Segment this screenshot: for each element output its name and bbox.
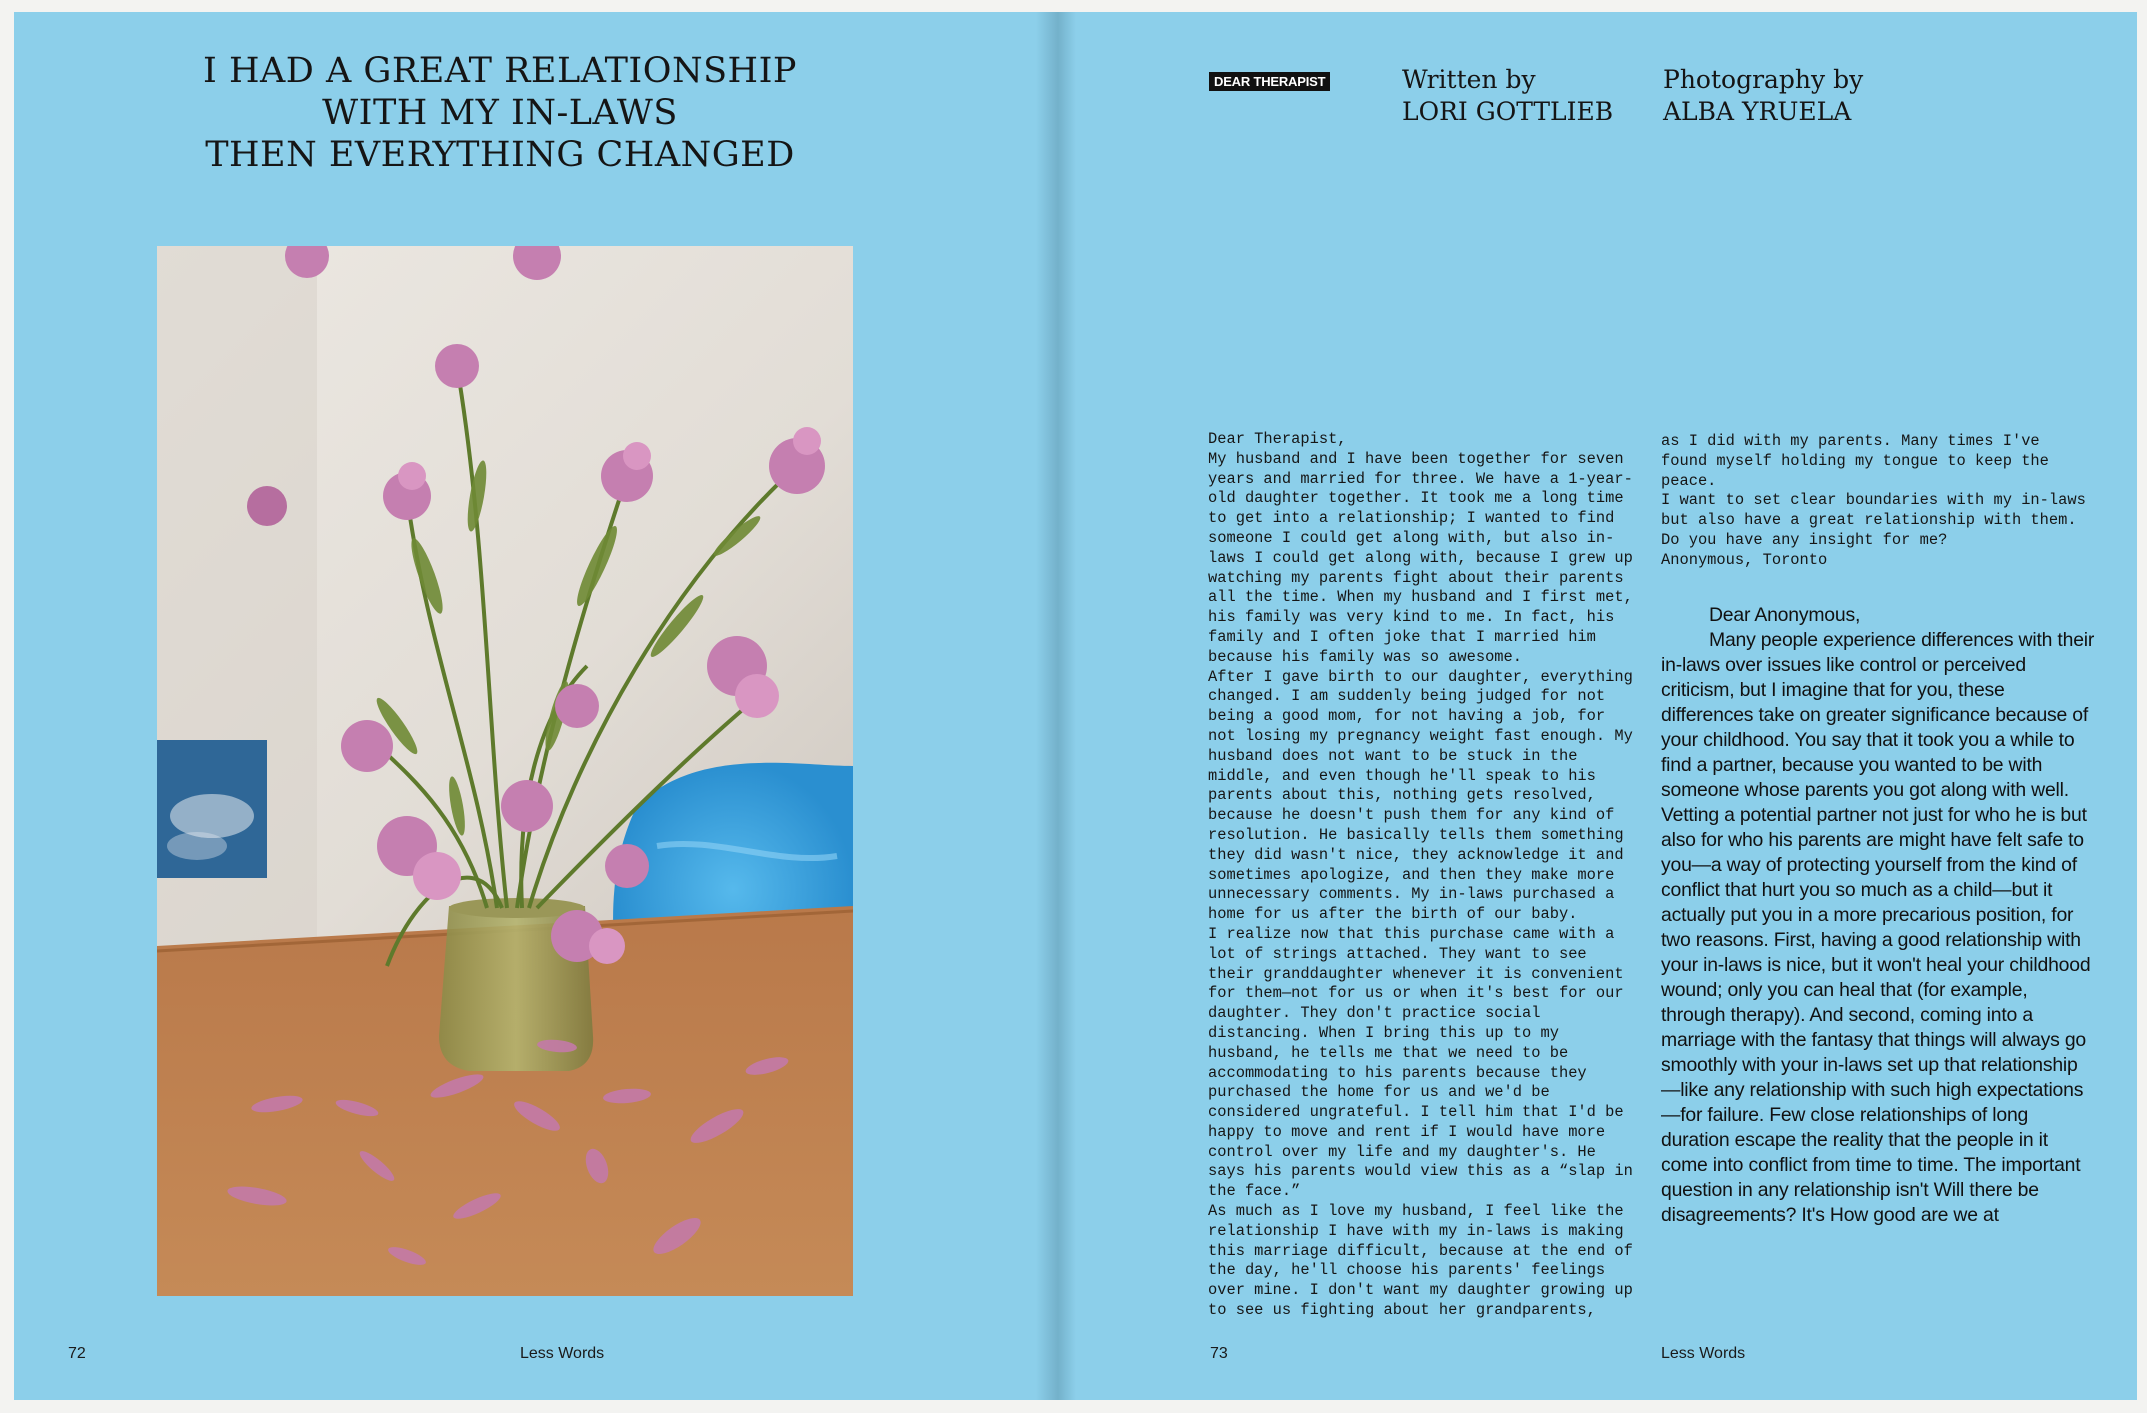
letter-paragraph: Dear Therapist,	[1208, 430, 1347, 448]
letter-paragraph: I want to set clear boundaries with my in-laws but also have a great relationship with them.	[1661, 491, 2086, 530]
letter-paragraph: As much as I love my husband, I feel like the relationship I have with my in-laws is making this marriage difficult, because at the end of the day, he'll choose his parents' feelings over mine. I don't want my daughter growing up to see us fighting about her grandparents,	[1208, 1202, 1633, 1320]
article-title	[160, 50, 840, 176]
photographer-credit	[1663, 64, 1863, 128]
letter-paragraph: I realize now that this purchase came with a lot of strings attached. They want to see their granddaughter whenever it is convenient for them—not for us or when it's best for our daughter. They don't practice social distancing. When I bring this up to my husband, he tells me that we need to be accommodating to his parents because they purchased the home for us and we'd be considered ungrateful. I tell him that I'd be happy to move and rent if I would have more control over my life and my daughter's. He says his parents would view this as a “slap in the face.”	[1208, 924, 1633, 1201]
flower-vase-photo	[157, 246, 853, 1296]
written-by-label: Written by	[1402, 65, 1536, 94]
page-number-left: 72	[68, 1345, 86, 1362]
letter-paragraph: as I did with my parents. Many times I've found myself holding my tongue to keep the peace.	[1661, 432, 2049, 490]
reply-salutation: Dear Anonymous,	[1709, 604, 1861, 626]
footer-left: Less Words	[520, 1345, 605, 1362]
author-credit	[1402, 64, 1613, 128]
letter-paragraph: Do you have any insight for me?	[1661, 530, 1948, 549]
reader-letter-column-2	[1661, 432, 2093, 571]
letter-signoff: Anonymous, Toronto	[1661, 550, 1828, 569]
photographer-name: ALBA YRUELA	[1663, 97, 1852, 126]
title-line-3: THEN EVERYTHING CHANGED	[205, 135, 795, 175]
title-line-1: I HAD A GREAT RELATIONSHIP	[203, 51, 797, 91]
spine-gutter	[1036, 12, 1076, 1400]
title-line-2: WITH MY IN-LAWS	[322, 93, 678, 133]
letter-paragraph: My husband and I have been together for seven years and married for three. We have a 1-year-old daughter together. It took me a long time to get into a relationship; I wanted to find someone I could get along with, but also in-laws I could get along with, because I grew up watching my parents fight about their parents all the time. When my husband and I first met, his family was very kind to me. In fact, his family and I often joke that I married him because his family was so awesome.	[1208, 449, 1633, 666]
page-number-right: 73	[1210, 1345, 1228, 1362]
footer-right: Less Words	[1661, 1345, 1746, 1362]
reader-letter-column-1	[1208, 430, 1636, 1321]
photography-by-label: Photography by	[1663, 65, 1864, 94]
letter-paragraph: After I gave birth to our daughter, everything changed. I am suddenly being judged for not being a good mom, for not having a job, for not losing my pregnancy weight fast enough. My husband does not want to be stuck in the middle, and even though he'll speak to his parents about this, nothing gets resolved, because he doesn't push them for any kind of resolution. He basically tells them something they did wasn't nice, they acknowledge it and sometimes apologize, and then they make more unnecessary comments. My in-laws purchased a home for us after the birth of our baby.	[1208, 667, 1633, 924]
author-name: LORI GOTTLIEB	[1402, 97, 1614, 126]
reply-body: Many people experience differences with their in-laws over issues like control or perceived criticism, but I imagine that for you, these differences take on greater significance because of your childhood. You say that it took you a while to find a partner, because you wanted to be with someone whose parents you got along with well. Vetting a potential partner not just for who he is but also for who his parents are might have felt safe to you—a way of protecting yourself from the kind of conflict that hurt you so much as a child—but it actually put you in a more precarious position, for two reasons. First, having a good relationship with your in-laws is nice, but it won't heal your childhood wound; only you can heal that (for example, through therapy). And second, coming into a marriage with the fantasy that things will always go smoothly with your in-laws set up that relationship—like any relationship with such high expectations—for failure. Few close relationships of long duration escape the reality that the people in it come into conflict from time to time. The important question in any relationship isn't Will there be disagreements? It's How good are we at	[1661, 629, 2095, 1226]
therapist-reply	[1661, 603, 2096, 1228]
section-tag: DEAR THERAPIST	[1209, 72, 1330, 91]
